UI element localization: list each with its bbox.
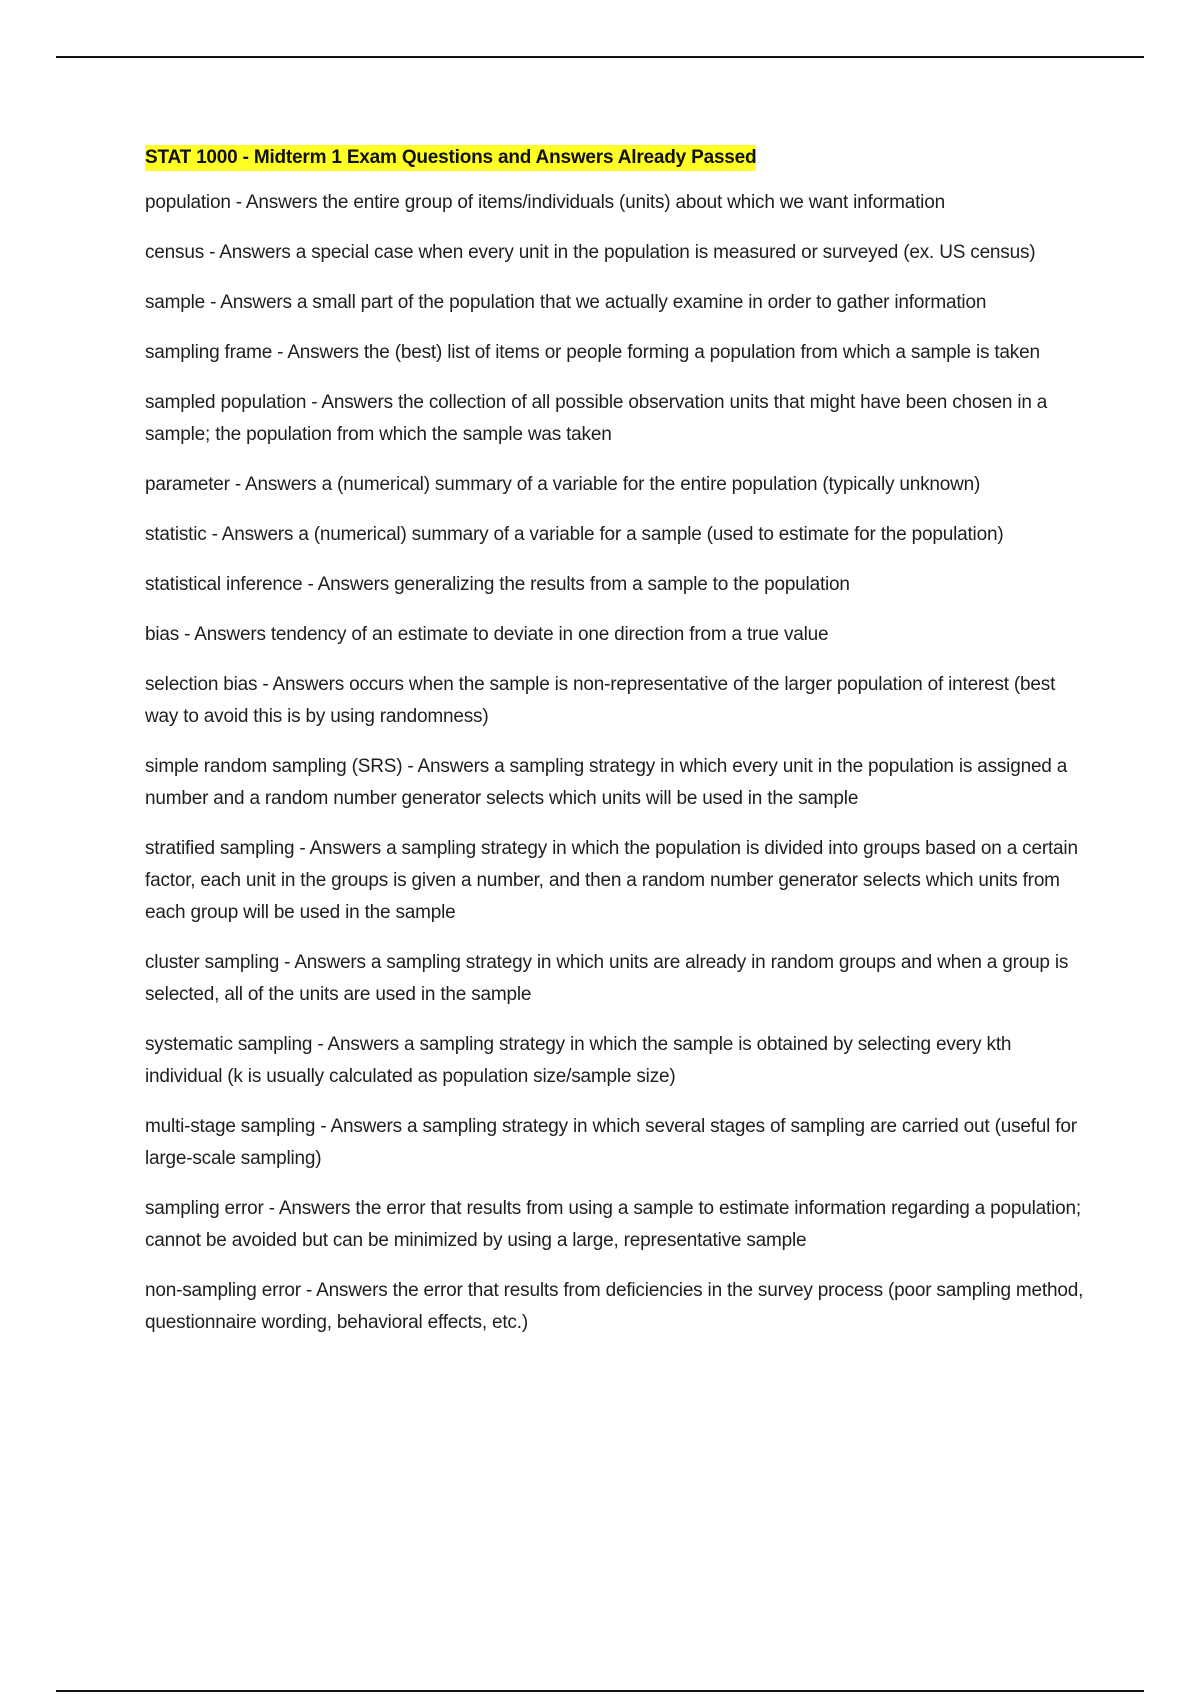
entry-cluster-sampling: cluster sampling - Answers a sampling strategy in which units are already in random groups and when a group is selected, all of the units are used in the sample — [145, 952, 1069, 1005]
top-divider — [56, 56, 1144, 58]
entry-non-sampling-error: non-sampling error - Answers the error that results from deficiencies in the survey process (poor sampling method, questionnaire wording, behavioral effects, etc.) — [145, 1280, 1084, 1333]
document-body — [145, 145, 1090, 1357]
bottom-divider — [56, 1690, 1144, 1692]
entry-systematic-sampling: systematic sampling - Answers a sampling strategy in which the sample is obtained by selecting every kth individual (k is usually calculated as population size/sample size) — [145, 1034, 1012, 1087]
entry-statistic: statistic - Answers a (numerical) summary of a variable for a sample (used to estimate for the population) — [145, 524, 1004, 545]
entry-stratified-sampling: stratified sampling - Answers a sampling strategy in which the population is divided into groups based on a certain factor, each unit in the groups is given a number, and then a random number generator selects which units from each group will be used in the sample — [145, 838, 1078, 923]
entry-simple-random-sampling: simple random sampling (SRS) - Answers a sampling strategy in which every unit in the population is assigned a number and a random number generator selects which units will be used in the sample — [145, 756, 1068, 809]
entry-population: population - Answers the entire group of items/individuals (units) about which we want information — [145, 192, 945, 213]
entry-bias: bias - Answers tendency of an estimate to deviate in one direction from a true value — [145, 624, 829, 645]
entry-sampled-population: sampled population - Answers the collection of all possible observation units that might have been chosen in a sample; the population from which the sample was taken — [145, 392, 1048, 445]
entry-parameter: parameter - Answers a (numerical) summary of a variable for the entire population (typically unknown) — [145, 474, 981, 495]
entry-sample: sample - Answers a small part of the population that we actually examine in order to gather information — [145, 292, 987, 313]
entry-multi-stage-sampling: multi-stage sampling - Answers a sampling strategy in which several stages of sampling are carried out (useful for large-scale sampling) — [145, 1116, 1077, 1169]
entry-sampling-error: sampling error - Answers the error that results from using a sample to estimate information regarding a population; cannot be avoided but can be minimized by using a large, representative sample — [145, 1198, 1081, 1251]
document-title: STAT 1000 - Midterm 1 Exam Questions and Answers Already Passed — [145, 145, 756, 171]
entry-census: census - Answers a special case when every unit in the population is measured or surveyed (ex. US census) — [145, 242, 1036, 263]
entry-selection-bias: selection bias - Answers occurs when the sample is non-representative of the larger population of interest (best way to avoid this is by using randomness) — [145, 674, 1056, 727]
entry-statistical-inference: statistical inference - Answers generalizing the results from a sample to the population — [145, 574, 850, 595]
entry-sampling-frame: sampling frame - Answers the (best) list of items or people forming a population from which a sample is taken — [145, 342, 1040, 363]
